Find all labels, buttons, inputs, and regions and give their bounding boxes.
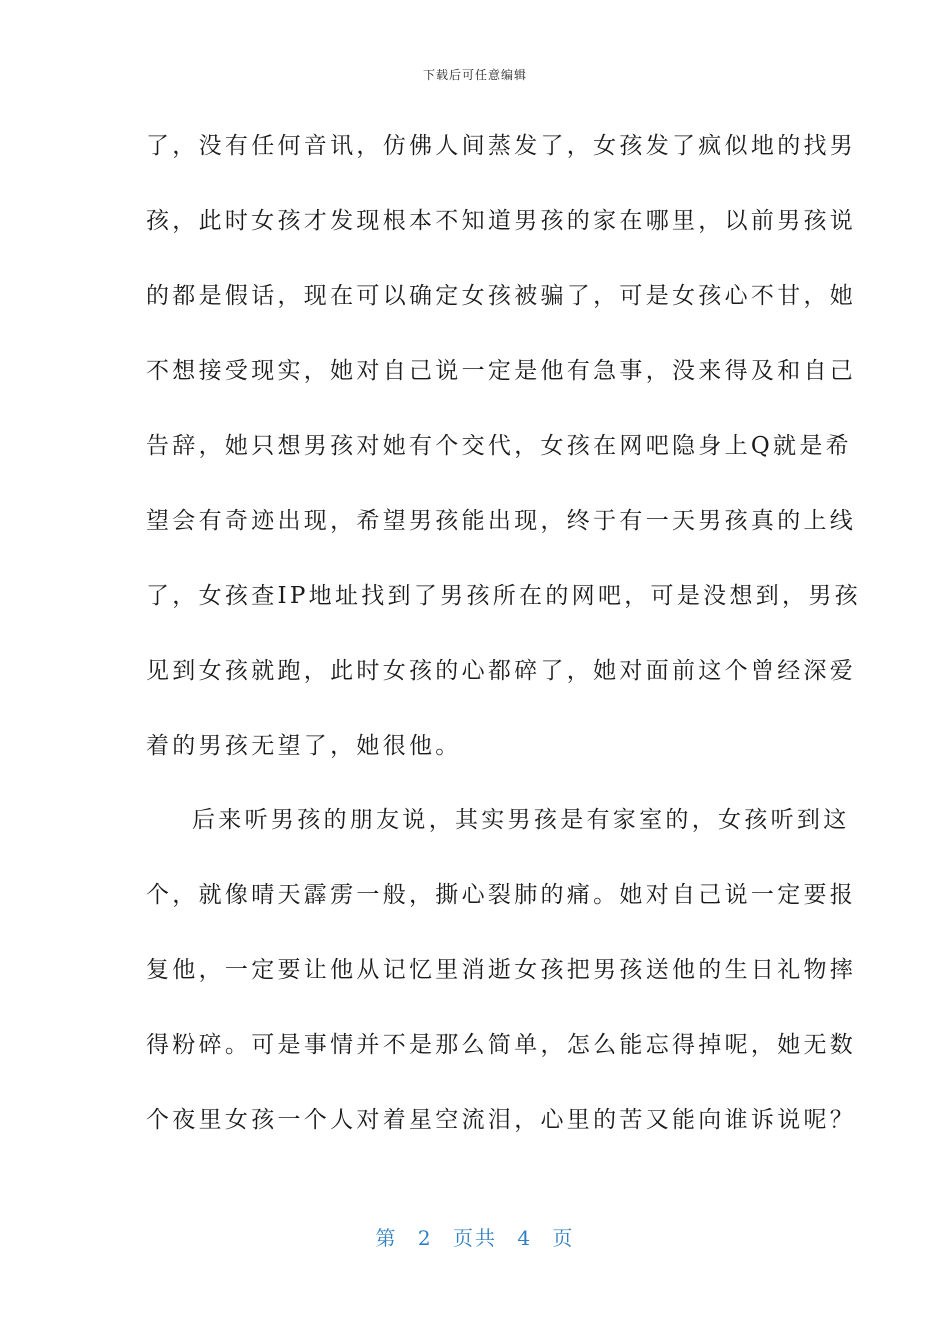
text-line: 的都是假话，现在可以确定女孩被骗了，可是女孩心不甘，她	[146, 283, 857, 309]
page-number-footer: 第 2 页共 4 页	[375, 1226, 575, 1250]
text-line: 了，女孩查IP地址找到了男孩所在的网吧，可是没想到，男孩	[146, 583, 861, 609]
text-line: 个夜里女孩一个人对着星空流泪，心里的苦又能向谁诉说呢？	[146, 1107, 857, 1133]
text-line: 着的男孩无望了，她很他。	[146, 733, 462, 759]
text-line: 见到女孩就跑，此时女孩的心都碎了，她对面前这个曾经深爱	[146, 658, 857, 684]
text-line: 个，就像晴天霹雳一般，撕心裂肺的痛。她对自己说一定要报	[146, 882, 857, 908]
text-line: 告辞，她只想男孩对她有个交代，女孩在网吧隐身上Q就是希	[146, 433, 852, 459]
text-line: 望会有奇迹出现，希望男孩能出现，终于有一天男孩真的上线	[146, 508, 857, 534]
text-line: 不想接受现实，她对自己说一定是他有急事，没来得及和自己	[146, 358, 857, 384]
text-line: 孩，此时女孩才发现根本不知道男孩的家在哪里，以前男孩说	[146, 208, 857, 234]
text-line: 复他，一定要让他从记忆里消逝女孩把男孩送他的生日礼物摔	[146, 957, 857, 983]
page-header-note: 下载后可任意编辑	[422, 68, 527, 82]
text-line: 得粉碎。可是事情并不是那么简单，怎么能忘得掉呢，她无数	[146, 1032, 857, 1058]
text-line: 了，没有任何音讯，仿佛人间蒸发了，女孩发了疯似地的找男	[146, 133, 857, 159]
text-line: 后来听男孩的朋友说，其实男孩是有家室的，女孩听到这	[192, 807, 850, 833]
